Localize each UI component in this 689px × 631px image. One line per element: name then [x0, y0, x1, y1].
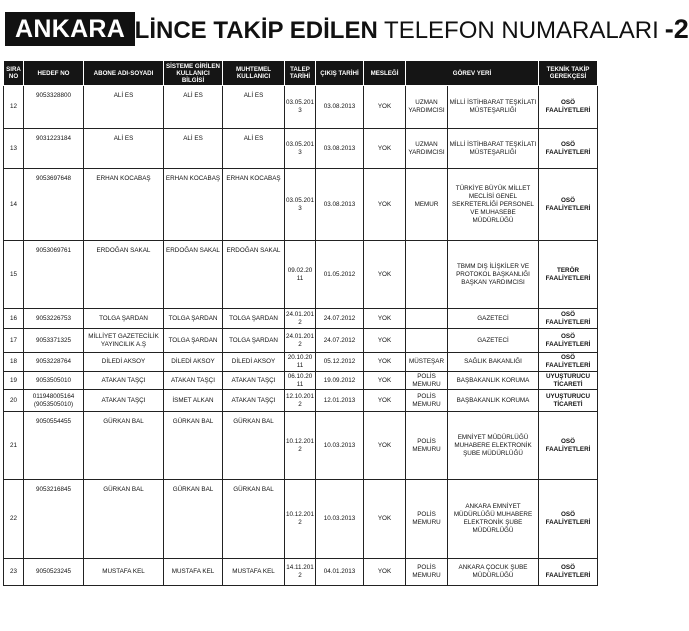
table-row [4, 390, 598, 412]
cell-subscriber: DİLEDİ AKSOY [84, 353, 164, 372]
cell-request-date: 10.12.2012 [285, 480, 316, 559]
cell-title [406, 329, 448, 353]
cell-system-user: TOLGA ŞARDAN [164, 329, 223, 353]
cell-subscriber: ATAKAN TAŞÇI [84, 372, 164, 390]
cell-target: 011948005164 (9053505010) [24, 390, 84, 412]
cell-request-date: 20.10.2011 [285, 353, 316, 372]
cell-workplace: EMNİYET MÜDÜRLÜĞÜ MUHABERE ELEKTRONİK ŞUBE MÜDÜRLÜĞÜ [448, 412, 539, 480]
cell-subscriber: TOLGA ŞARDAN [84, 309, 164, 329]
cell-probable-user: ERHAN KOCABAŞ [223, 169, 285, 241]
cell-reason: TERÖR FAALİYETLERİ [539, 241, 598, 309]
cell-system-user: ERHAN KOCABAŞ [164, 169, 223, 241]
cell-subscriber: ALİ ES [84, 86, 164, 129]
cell-subscriber: MUSTAFA KEL [84, 559, 164, 586]
page-title [0, 4, 689, 48]
cell-request-date: 03.05.2013 [285, 129, 316, 169]
cell-target: 9053069761 [24, 241, 84, 309]
cell-reason: OSÖ FAALİYETLERİ [539, 412, 598, 480]
cell-exit-date: 03.08.2013 [316, 86, 364, 129]
cell-profession: YOK [364, 353, 406, 372]
cell-workplace: GAZETECİ [448, 309, 539, 329]
cell-no: 14 [4, 169, 24, 241]
cell-reason: UYUŞTURUCU TİCARETİ [539, 372, 598, 390]
title-number: -2 [664, 14, 689, 44]
cell-request-date: 03.05.2013 [285, 86, 316, 129]
cell-target: 9053505010 [24, 372, 84, 390]
cell-target: 9053697648 [24, 169, 84, 241]
cell-title: POLİS MEMURU [406, 372, 448, 390]
cell-exit-date: 03.08.2013 [316, 169, 364, 241]
cell-target: 9050554455 [24, 412, 84, 480]
cell-reason: OSÖ FAALİYETLERİ [539, 559, 598, 586]
table-row [4, 480, 598, 559]
cell-reason: OSÖ FAALİYETLERİ [539, 129, 598, 169]
cell-workplace: ANKARA ÇOCUK ŞUBE MÜDÜRLÜĞÜ [448, 559, 539, 586]
cell-reason: OSÖ FAALİYETLERİ [539, 480, 598, 559]
cell-request-date: 03.05.2013 [285, 169, 316, 241]
cell-system-user: GÜRKAN BAL [164, 412, 223, 480]
cell-reason: OSÖ FAALİYETLERİ [539, 309, 598, 329]
header-cikis-tarihi: ÇIKIŞ TARİHİ [316, 61, 364, 86]
title-bold-part: İLİNCE TAKİP EDİLEN [128, 17, 378, 44]
cell-request-date: 14.11.2012 [285, 559, 316, 586]
cell-no: 21 [4, 412, 24, 480]
header-gerekce: TEKNİK TAKİP GEREKÇESİ [539, 61, 598, 86]
cell-title [406, 309, 448, 329]
cell-probable-user: ATAKAN TAŞÇI [223, 390, 285, 412]
cell-profession: YOK [364, 390, 406, 412]
cell-reason: OSÖ FAALİYETLERİ [539, 353, 598, 372]
cell-subscriber: ERHAN KOCABAŞ [84, 169, 164, 241]
header-sisteme-girilen: SİSTEME GİRİLEN KULLANICI BİLGİSİ [164, 61, 223, 86]
cell-subscriber: MİLLİYET GAZETECİLİK YAYINCILIK A.Ş [84, 329, 164, 353]
cell-system-user: ALİ ES [164, 86, 223, 129]
cell-probable-user: ALİ ES [223, 129, 285, 169]
cell-title: POLİS MEMURU [406, 412, 448, 480]
cell-exit-date: 12.01.2013 [316, 390, 364, 412]
cell-exit-date: 10.03.2013 [316, 480, 364, 559]
cell-profession: YOK [364, 372, 406, 390]
table-row [4, 309, 598, 329]
cell-reason: OSÖ FAALİYETLERİ [539, 169, 598, 241]
cell-system-user: ATAKAN TAŞÇI [164, 372, 223, 390]
cell-no: 23 [4, 559, 24, 586]
cell-profession: YOK [364, 412, 406, 480]
cell-title: POLİS MEMURU [406, 390, 448, 412]
cell-request-date: 06.10.2011 [285, 372, 316, 390]
cell-exit-date: 05.12.2012 [316, 353, 364, 372]
cell-target: 9053328800 [24, 86, 84, 129]
cell-probable-user: DİLEDİ AKSOY [223, 353, 285, 372]
header-hedef-no: HEDEF NO [24, 61, 84, 86]
cell-profession: YOK [364, 86, 406, 129]
cell-system-user: GÜRKAN BAL [164, 480, 223, 559]
cell-target: 9053371325 [24, 329, 84, 353]
cell-title: MÜSTEŞAR [406, 353, 448, 372]
cell-reason: UYUŞTURUCU TİCARETİ [539, 390, 598, 412]
cell-target: 9053226753 [24, 309, 84, 329]
cell-exit-date: 01.05.2012 [316, 241, 364, 309]
cell-exit-date: 24.07.2012 [316, 309, 364, 329]
cell-target: 9053216845 [24, 480, 84, 559]
cell-system-user: DİLEDİ AKSOY [164, 353, 223, 372]
cell-workplace: BAŞBAKANLIK KORUMA [448, 372, 539, 390]
cell-request-date: 10.12.2012 [285, 412, 316, 480]
table-row [4, 329, 598, 353]
cell-probable-user: TOLGA ŞARDAN [223, 309, 285, 329]
cell-exit-date: 24.07.2012 [316, 329, 364, 353]
cell-probable-user: ATAKAN TAŞÇI [223, 372, 285, 390]
header-muhtemel: MUHTEMEL KULLANICI [223, 61, 285, 86]
cell-target: 9031223184 [24, 129, 84, 169]
header-gorev-yeri: GÖREV YERİ [406, 61, 539, 86]
cell-workplace: TBMM DIŞ İLİŞKİLER VE PROTOKOL BAŞKANLIĞI BAŞKAN YARDIMCISI [448, 241, 539, 309]
cell-probable-user: GÜRKAN BAL [223, 480, 285, 559]
cell-exit-date: 04.01.2013 [316, 559, 364, 586]
table-row [4, 412, 598, 480]
cell-workplace: TÜRKİYE BÜYÜK MİLLET MECLİSİ GENEL SEKRETERLİĞİ PERSONEL VE MUHASEBE MÜDÜRLÜĞÜ [448, 169, 539, 241]
cell-system-user: İSMET ALKAN [164, 390, 223, 412]
table-row [4, 559, 598, 586]
table-row [4, 86, 598, 129]
cell-title: UZMAN YARDIMCISI [406, 86, 448, 129]
cell-workplace: GAZETECİ [448, 329, 539, 353]
title-city: ANKARA [5, 12, 135, 46]
cell-probable-user: MUSTAFA KEL [223, 559, 285, 586]
cell-profession: YOK [364, 329, 406, 353]
cell-request-date: 24.01.2012 [285, 309, 316, 329]
cell-title: POLİS MEMURU [406, 480, 448, 559]
cell-probable-user: TOLGA ŞARDAN [223, 329, 285, 353]
cell-exit-date: 03.08.2013 [316, 129, 364, 169]
phone-tracking-table [3, 60, 598, 586]
cell-no: 16 [4, 309, 24, 329]
cell-subscriber: ALİ ES [84, 129, 164, 169]
cell-subscriber: ERDOĞAN SAKAL [84, 241, 164, 309]
cell-profession: YOK [364, 129, 406, 169]
cell-workplace: MİLLİ İSTİHBARAT TEŞKİLATI MÜSTEŞARLIĞI [448, 129, 539, 169]
cell-profession: YOK [364, 241, 406, 309]
cell-request-date: 24.01.2012 [285, 329, 316, 353]
cell-request-date: 12.10.2012 [285, 390, 316, 412]
cell-no: 19 [4, 372, 24, 390]
title-regular-part: TELEFON NUMARALARI [384, 17, 659, 44]
header-talep-tarihi: TALEP TARİHİ [285, 61, 316, 86]
header-abone: ABONE ADI-SOYADI [84, 61, 164, 86]
cell-profession: YOK [364, 480, 406, 559]
cell-workplace: BAŞBAKANLIK KORUMA [448, 390, 539, 412]
cell-title: MEMUR [406, 169, 448, 241]
cell-profession: YOK [364, 169, 406, 241]
cell-system-user: TOLGA ŞARDAN [164, 309, 223, 329]
cell-probable-user: ALİ ES [223, 86, 285, 129]
cell-title [406, 241, 448, 309]
title-rest [128, 12, 689, 46]
cell-reason: OSÖ FAALİYETLERİ [539, 86, 598, 129]
cell-reason: OSÖ FAALİYETLERİ [539, 329, 598, 353]
cell-workplace: SAĞLIK BAKANLIĞI [448, 353, 539, 372]
cell-no: 12 [4, 86, 24, 129]
table-row [4, 353, 598, 372]
table-row [4, 169, 598, 241]
cell-system-user: ALİ ES [164, 129, 223, 169]
cell-no: 18 [4, 353, 24, 372]
cell-no: 20 [4, 390, 24, 412]
cell-no: 17 [4, 329, 24, 353]
header-meslegi: MESLEĞİ [364, 61, 406, 86]
cell-system-user: MUSTAFA KEL [164, 559, 223, 586]
cell-profession: YOK [364, 309, 406, 329]
cell-request-date: 09.02.2011 [285, 241, 316, 309]
cell-target: 9053228764 [24, 353, 84, 372]
table-row [4, 129, 598, 169]
cell-system-user: ERDOĞAN SAKAL [164, 241, 223, 309]
cell-no: 15 [4, 241, 24, 309]
cell-probable-user: ERDOĞAN SAKAL [223, 241, 285, 309]
cell-title: UZMAN YARDIMCISI [406, 129, 448, 169]
cell-workplace: MİLLİ İSTİHBARAT TEŞKİLATI MÜSTEŞARLIĞI [448, 86, 539, 129]
cell-title: POLİS MEMURU [406, 559, 448, 586]
cell-no: 22 [4, 480, 24, 559]
cell-subscriber: ATAKAN TAŞÇI [84, 390, 164, 412]
cell-no: 13 [4, 129, 24, 169]
cell-target: 9050523245 [24, 559, 84, 586]
header-sira-no: SIRA NO [4, 61, 24, 86]
cell-subscriber: GÜRKAN BAL [84, 412, 164, 480]
cell-profession: YOK [364, 559, 406, 586]
cell-probable-user: GÜRKAN BAL [223, 412, 285, 480]
cell-exit-date: 19.09.2012 [316, 372, 364, 390]
table-row [4, 241, 598, 309]
table-header-row [4, 61, 598, 86]
cell-exit-date: 10.03.2013 [316, 412, 364, 480]
table-row [4, 372, 598, 390]
cell-subscriber: GÜRKAN BAL [84, 480, 164, 559]
cell-workplace: ANKARA EMNİYET MÜDÜRLÜĞÜ MUHABERE ELEKTRONİK ŞUBE MÜDÜRLÜĞÜ [448, 480, 539, 559]
